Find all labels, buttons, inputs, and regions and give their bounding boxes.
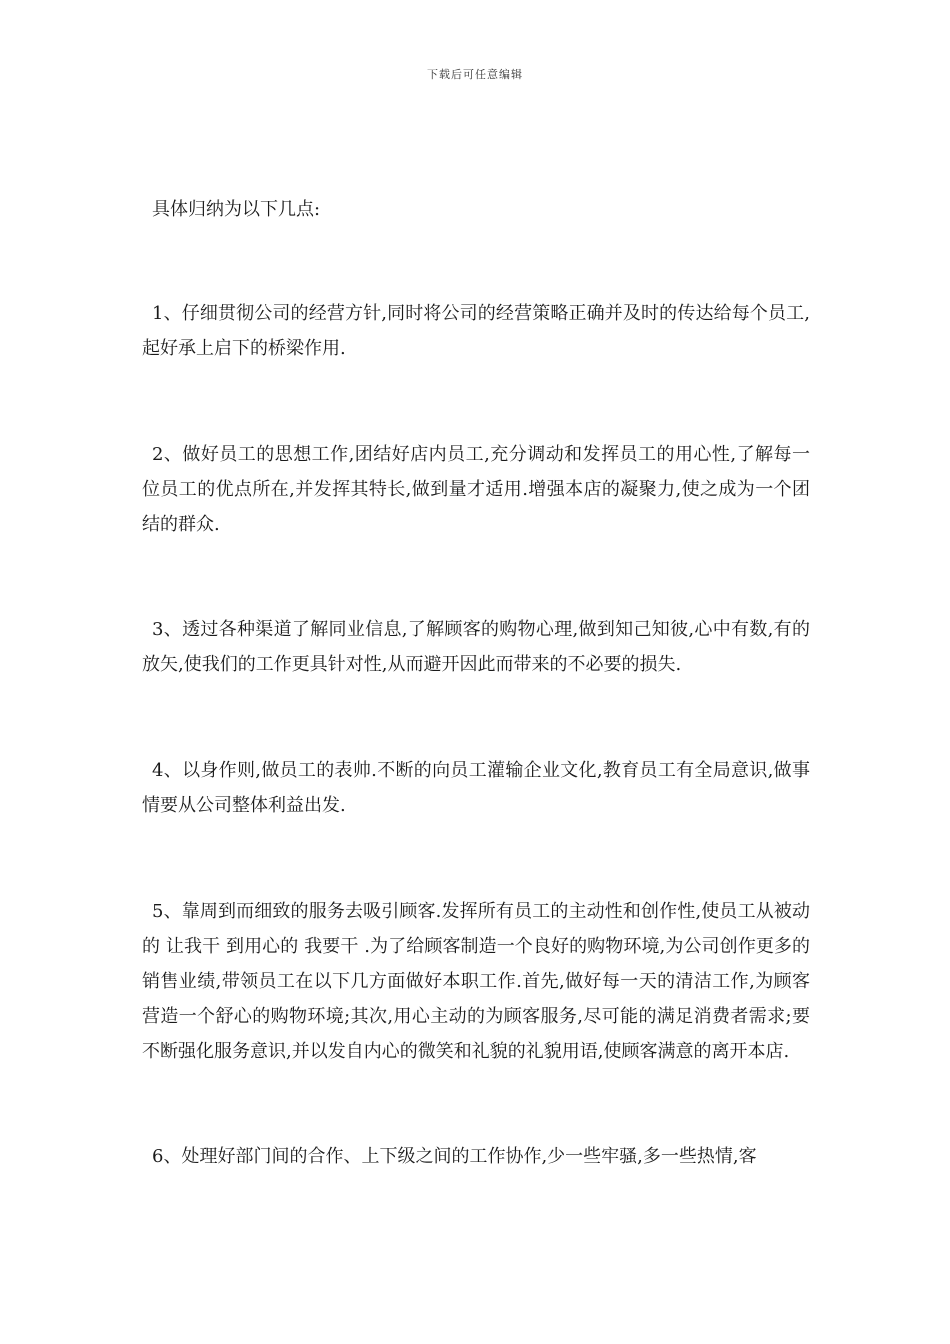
paragraph-4: 4、以身作则,做员工的表帅.不断的向员工灌输企业文化,教育员工有全局意识,做事情要从公司整体利益出发.: [142, 760, 810, 816]
header-note: 下载后可任意编辑: [427, 68, 523, 81]
document-body: [142, 192, 810, 1174]
paragraph-6: 6、处理好部门间的合作、上下级之间的工作协作,少一些牢骚,多一些热情,客: [152, 1146, 757, 1167]
intro-text: 具体归纳为以下几点:: [152, 199, 321, 220]
paragraph-1: 1、仔细贯彻公司的经营方针,同时将公司的经营策略正确并及时的传达给每个员工,起好承上启下的桥梁作用.: [142, 303, 810, 359]
paragraph-5: 5、靠周到而细致的服务去吸引顾客.发挥所有员工的主动性和创作性,使员工从被动的 让我干 到用心的 我要干 .为了给顾客制造一个良好的购物环境,为公司创作更多的销售业绩,带领员工在以下几方面做好本职工作.首先,做好每一天的清洁工作,为顾客营造一个舒心的购物环境;其次,用心主动的为顾客服务,尽可能的满足消费者需求;要不断强化服务意识,并以发自内心的微笑和礼貌的礼貌用语,使顾客满意的离开本店.: [142, 901, 810, 1062]
paragraph-3: 3、透过各种渠道了解同业信息,了解顾客的购物心理,做到知己知彼,心中有数,有的放矢,使我们的工作更具针对性,从而避开因此而带来的不必要的损失.: [142, 619, 810, 675]
paragraph-2: 2、做好员工的思想工作,团结好店内员工,充分调动和发挥员工的用心性,了解每一位员工的优点所在,并发挥其特长,做到量才适用.增强本店的凝聚力,使之成为一个团结的群众.: [142, 444, 810, 535]
